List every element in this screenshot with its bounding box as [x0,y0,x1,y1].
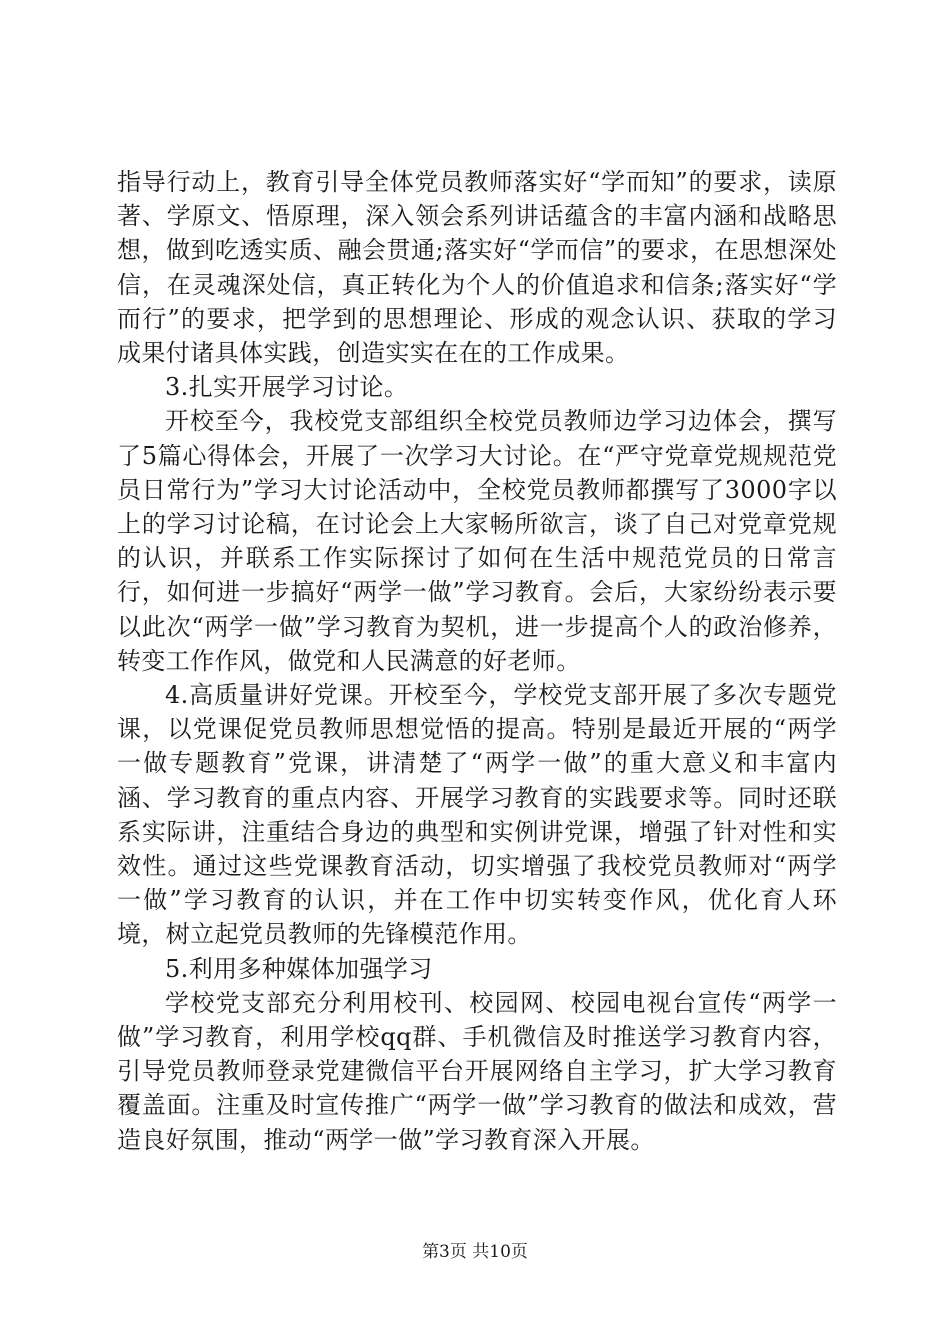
document-body [117,165,837,1157]
paragraph-media: 学校党支部充分利用校刊、校园网、校园电视台宣传“两学一做”学习教育，利用学校qq群、手机微信及时推送学习教育内容，引导党员教师登录党建微信平台开展网络自主学习，扩大学习教育覆盖面。注重及时宣传推广“两学一做”学习教育的做法和成效，营造良好氛围，推动“两学一做”学习教育深入开展。 [117,988,837,1154]
paragraph-discussion: 开校至今，我校党支部组织全校党员教师边学习边体会，撰写了5篇心得体会，开展了一次学习大讨论。在“严守党章党规规范党员日常行为”学习大讨论活动中，全校党员教师都撰写了3000字以上的学习讨论稿，在讨论会上大家畅所欲言，谈了自己对党章党规的认识，并联系工作实际探讨了如何在生活中规范党员的日常言行，如何进一步搞好“两学一做”学习教育。会后，大家纷纷表示要以此次“两学一做”学习教育为契机，进一步提高个人的政治修养，转变工作作风，做党和人民满意的好老师。 [117,407,837,675]
page-footer: 第3页 共10页 [422,1242,528,1262]
paragraph-party-lecture: 4.高质量讲好党课。开校至今，学校党支部开展了多次专题党课，以党课促党员教师思想觉悟的提高。特别是最近开展的“两学一做专题教育”党课，讲清楚了“两学一做”的重大意义和丰富内涵、学习教育的重点内容、开展学习教育的实践要求等。同时还联系实际讲，注重结合身边的典型和实例讲党课，增强了针对性和实效性。通过这些党课教育活动，切实增强了我校党员教师对“两学一做”学习教育的认识，并在工作中切实转变作风，优化育人环境，树立起党员教师的先锋模范作用。 [117,681,837,949]
heading-item-3: 3.扎实开展学习讨论。 [165,373,409,402]
paragraph-continuation: 指导行动上，教育引导全体党员教师落实好“学而知”的要求，读原著、学原文、悟原理，深入领会系列讲话蕴含的丰富内涵和战略思想，做到吃透实质、融会贯通;落实好“学而信”的要求，在思想深处信，在灵魂深处信，真正转化为个人的价值追求和信条;落实好“学而行”的要求，把学到的思想理论、形成的观念认识、获取的学习成果付诸具体实践，创造实实在在的工作成果。 [117,168,837,368]
heading-item-5: 5.利用多种媒体加强学习 [165,954,433,983]
